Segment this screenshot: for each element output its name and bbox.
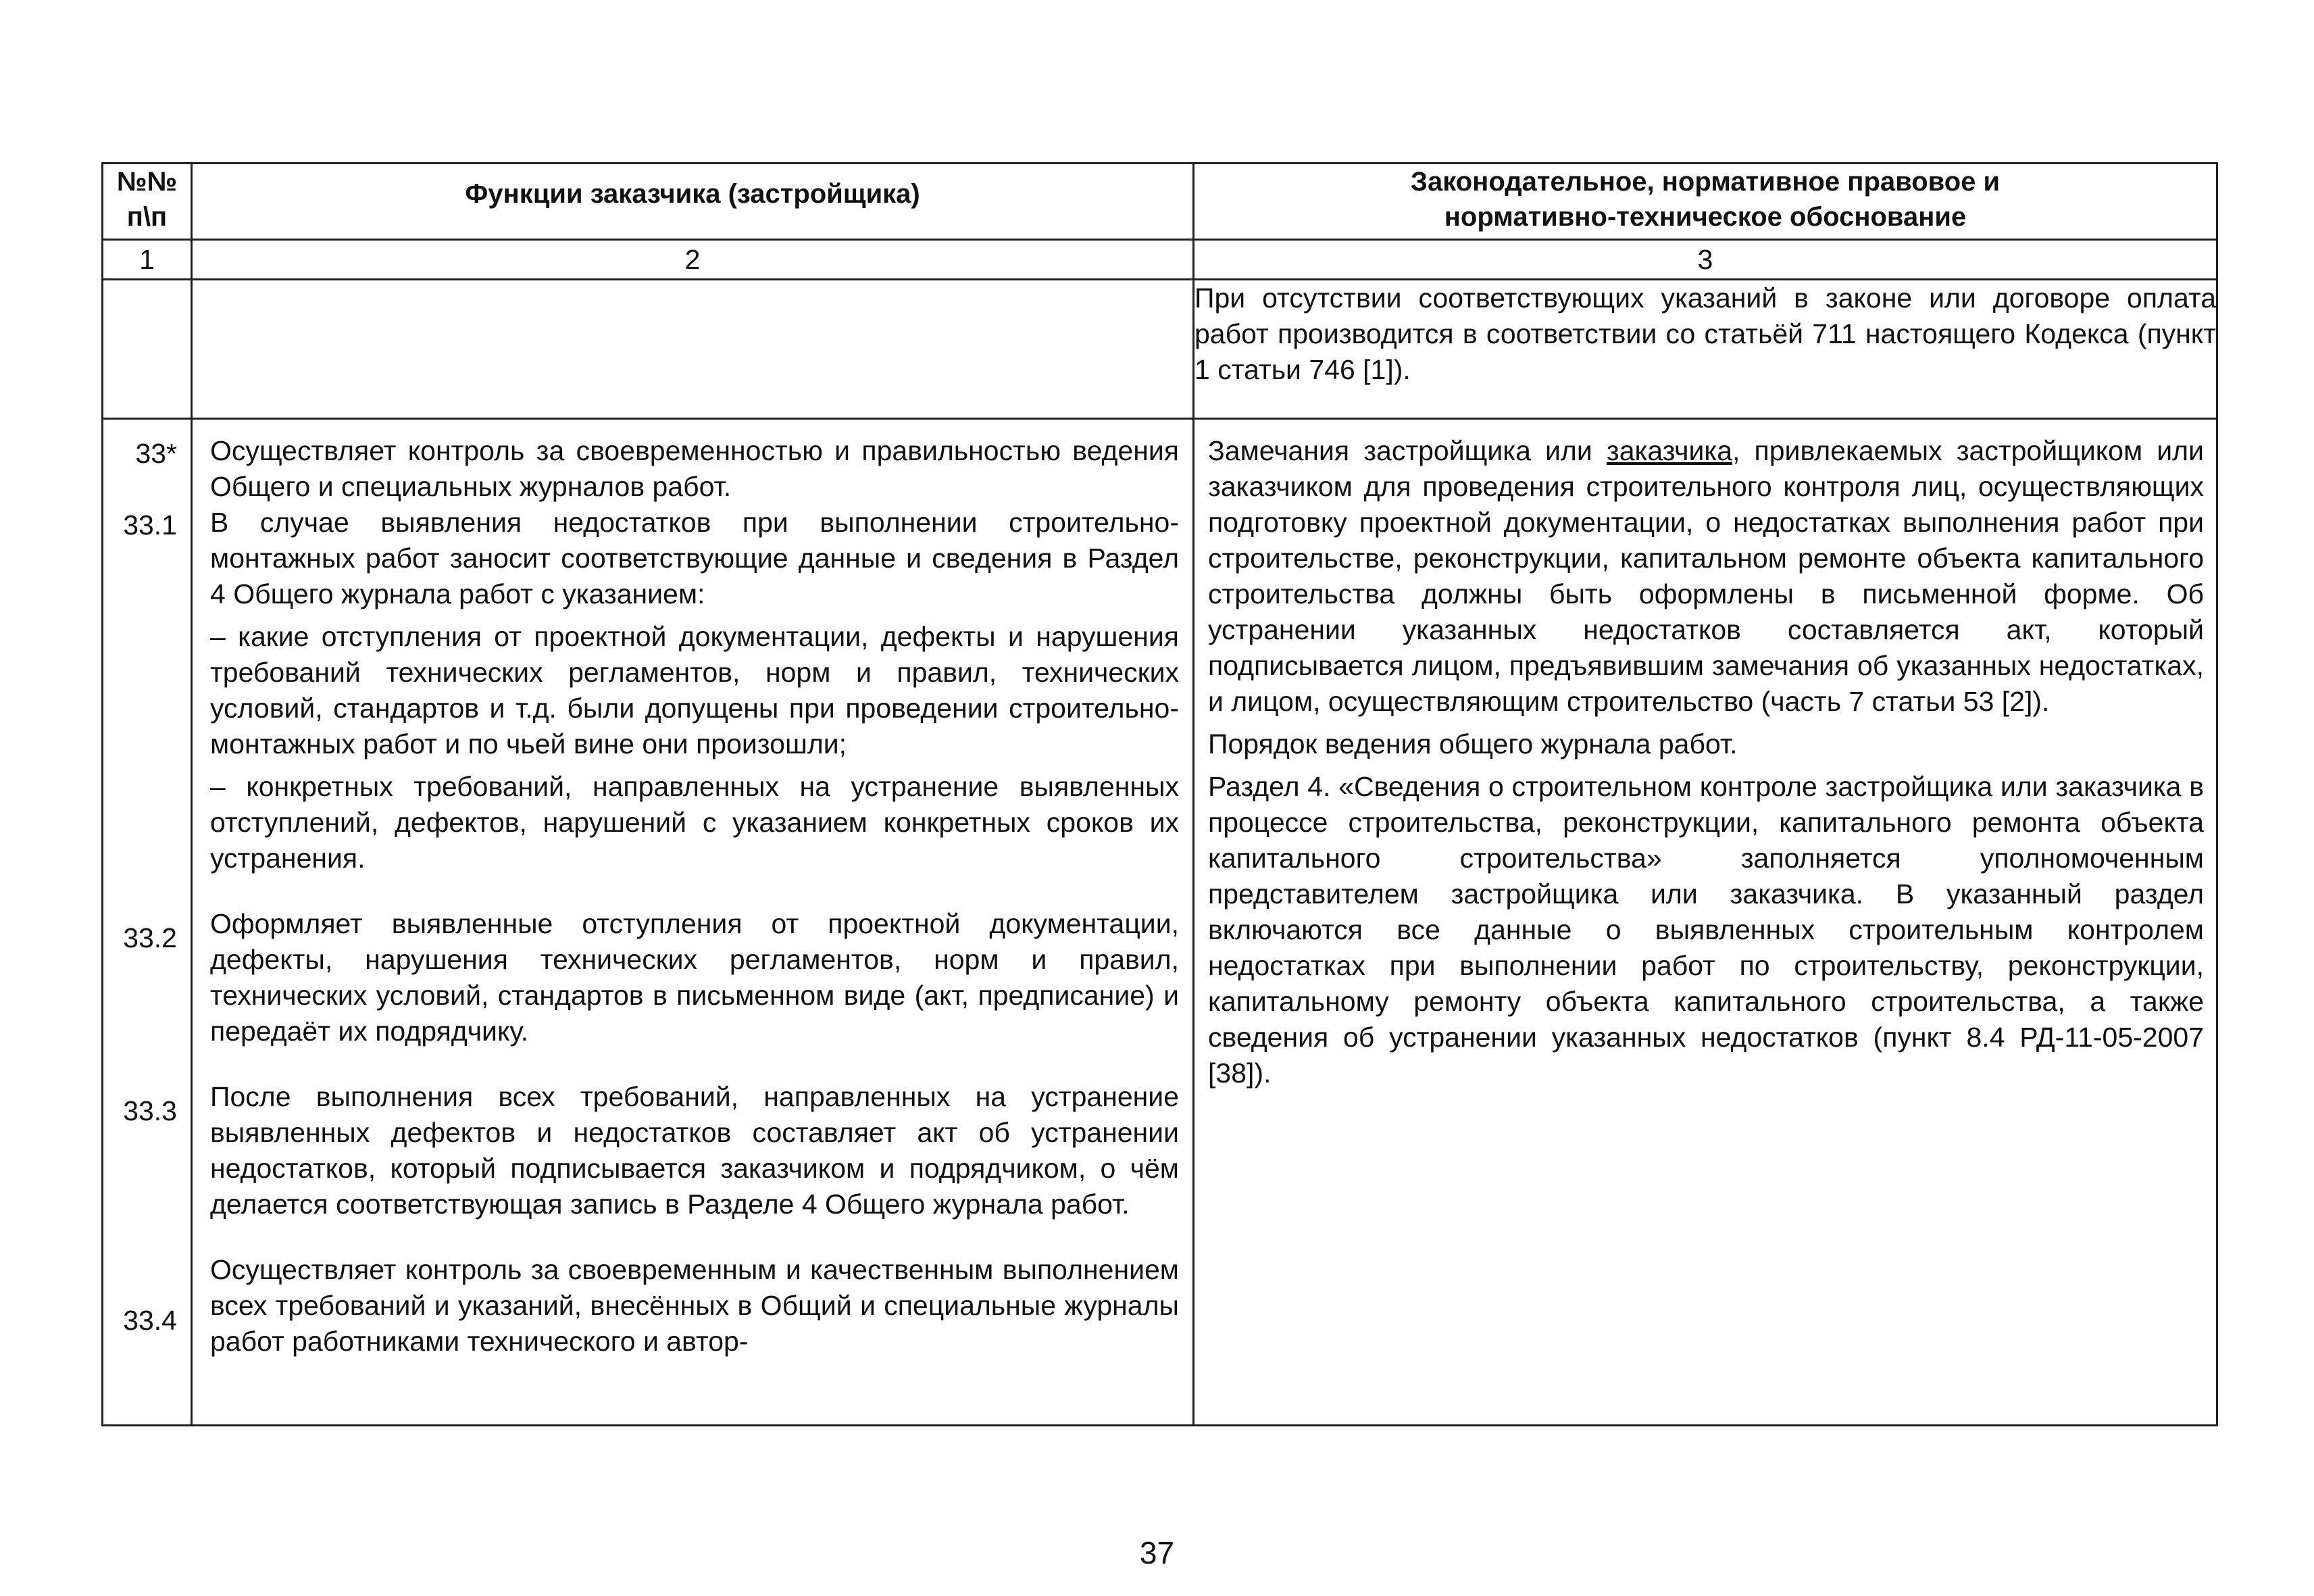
header-num [103, 164, 192, 240]
item-number-33-2: 33.2 [123, 922, 177, 953]
basis-text [1194, 420, 2216, 1105]
basis-p1-start: Замечания застройщика или [1208, 435, 1607, 466]
item-text-33-2: Оформляет выявленные отступления от проектной документации, дефекты, нарушения технических регламентов, норм и правил, технических условий, стандартов в письменном виде (акт, предписание) и передаёт их подрядчику. [210, 908, 1179, 1047]
spacer [210, 762, 1179, 769]
column-number-1: 1 [103, 240, 192, 280]
header-num-text: №№ п\п [116, 167, 178, 232]
item-text-33-4: Осуществляет контроль за своевременным и качественным выполнением всех требований и указаний, внесённых в Общий и специальные журналы работ работниками технического и автор- [210, 1254, 1179, 1357]
spacer [210, 876, 1179, 906]
basis-p1-underlined: заказчика [1606, 435, 1733, 466]
basis-paragraph-2: Порядок ведения общего журнала работ. [1208, 728, 1738, 759]
continuation-num-cell [103, 280, 192, 419]
item-text-33-1-a: – какие отступления от проектной документации, дефекты и нарушения требований технических регламентов, норм и правил, технических условий, стандартов и т.д. были допущены при проведении строительно-монтажных работ и по чьей вине они произошли; [210, 621, 1179, 759]
header-basis-line2: нормативно-техническое обоснование [1444, 202, 1967, 232]
item-text-33-1-b: – конкретных требований, направленных на устранение выявленных отступлений, дефектов, нарушений с указанием конкретных сроков их устранения. [210, 771, 1179, 874]
continuation-func-cell [192, 280, 1194, 419]
items-row [103, 419, 2217, 1426]
item-numbers-cell [103, 419, 192, 1426]
item-text-33-3: После выполнения всех требований, направленных на устранение выявленных дефектов и недостатков составляет акт об устранении недостатков, который подписывается заказчиком и подрядчиком, о чём делается соответствующая запись в Разделе 4 Общего журнала работ. [210, 1081, 1179, 1220]
spacer [210, 1222, 1179, 1252]
page-number: 37 [1139, 1535, 1175, 1570]
item-text-33: Осуществляет контроль за своевременностью и правильностью ведения Общего и специальных журналов работ. [210, 435, 1179, 502]
item-number-33-1: 33.1 [123, 509, 177, 541]
basis-paragraph-3: Раздел 4. «Сведения о строительном контроле застройщика или заказчика в процессе строительства, реконструкции, капитального ремонта объекта капитального строительства» заполняется уполномоченным представителем застройщика или заказчика. В указанный раздел включаются все данные о выявленных строительным контролем недостатках при выполнении работ по строительству, реконструкции, капитальному ремонту объекта капитального строительства, а также сведения об устранении указанных недостатков (пункт 8.4 РД-11-05-2007 [38]). [1208, 771, 2204, 1089]
continuation-basis-cell [1194, 280, 2217, 419]
basis-cell [1194, 419, 2217, 1426]
column-number-3: 3 [1194, 240, 2217, 280]
item-number-33-3: 33.3 [123, 1095, 177, 1126]
item-text-33-1: В случае выявления недостатков при выполнении строительно-монтажных работ заносит соответствующие данные и сведения в Раздел 4 Общего журнала работ с указанием: [210, 507, 1179, 609]
basis-p1-end: , привлекаемых застройщиком или заказчиком для проведения строительного контроля лиц, осуществляющих подготовку проектной документации, о недостатках выполнения работ при строительстве, реконструкции, капитальном ремонте объекта капитального строительства должны быть оформлены в письменной форме. Об устранении указанных недостатков составляется акт, который подписывается лицом, предъявившим замечания об указанных недостатках, и лицом, осуществляющим строительство (часть 7 статьи 53 [2]). [1208, 435, 2204, 717]
column-number-2: 2 [192, 240, 1194, 280]
spacer [210, 612, 1179, 619]
continuation-row [103, 280, 2217, 419]
document-table [101, 162, 2218, 1426]
column-numbers-row [103, 240, 2217, 280]
functions-list [193, 420, 1192, 1360]
table-header-row [103, 164, 2217, 240]
spacer [210, 1049, 1179, 1079]
header-functions [192, 164, 1194, 240]
header-functions-text: Функции заказчика (застройщика) [465, 179, 920, 209]
item-number-33-4: 33.4 [123, 1305, 177, 1336]
item-number-33: 33* [135, 438, 177, 469]
header-basis-line1: Законодательное, нормативное правовое и [1410, 167, 2001, 197]
continuation-basis-text: При отсутствии соответствующих указаний в законе или договоре оплата работ производится в соответствии со статьёй 711 настоящего Кодекса (пункт 1 статьи 746 [1]). [1194, 282, 2216, 385]
basis-paragraph-1 [1208, 433, 2204, 720]
functions-cell [192, 419, 1194, 1426]
header-basis [1194, 164, 2217, 240]
